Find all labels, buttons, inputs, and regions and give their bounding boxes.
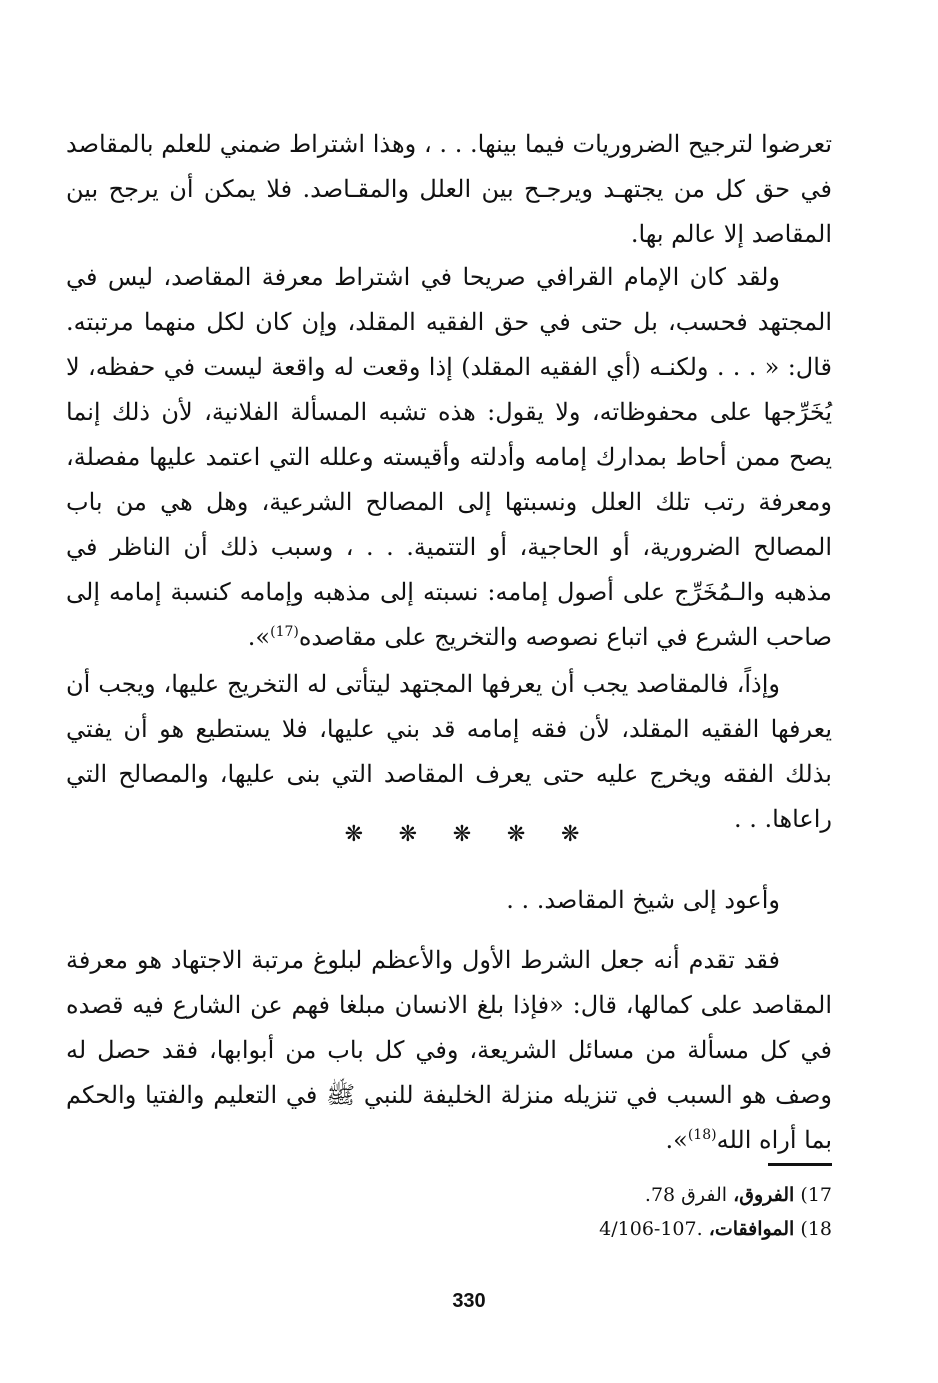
section-separator: ❋ ❋ ❋ ❋ ❋ xyxy=(344,822,594,847)
paragraph-4-text: وأعود إلى شيخ المقاصد. . . xyxy=(506,886,780,914)
footnote-18 xyxy=(66,1212,832,1246)
footnote-source-title: الفروق، xyxy=(733,1184,795,1206)
paragraph-5-text: فقد تقدم أنه جعل الشرط الأول والأعظم لبلوغ مرتبة الاجتهاد هو معرفة المقاصد على كمالها، قال: «فإذا بلغ الانسان مبلغا فهم عن الشارع فيه قصده في كل مسألة من مسائل الشريعة، وفي كل باب من أبوابها، فقد حصل له وصف هو السبب في تنزيله منزلة الخليفة للنبي ﷺ في التعليم والفتيا والحكم بما أراه الله xyxy=(66,946,832,1154)
footnote-rule xyxy=(768,1163,832,1166)
paragraph-3-text: وإذاً، فالمقاصد يجب أن يعرفها المجتهد ليتأتى له التخريج عليها، ويجب أن يعرفها الفقيه المقلد، لأن فقه إمامه قد بني عليها، فلا يستطيع هو أن يفتي بذلك الفقه ويخرج عليه حتى يعرف المقاصد التي بنى عليها، والمصالح التي راعاها. . . xyxy=(66,670,832,833)
quote-close: ». xyxy=(665,1126,688,1154)
paragraph-1-text: تعرضوا لترجيح الضروريات فيما بينها. . . ، وهذا اشتراط ضمني للعلم بالمقاصد في حق كل من يجتهـد ويرجـح بين العلل والمقـاصد. فلا يمكن أن يرجح بين المقاصد إلا عالم بها. xyxy=(66,130,832,248)
footnote-number: 18) xyxy=(800,1218,832,1240)
footnotes xyxy=(66,1178,832,1246)
paragraph-1 xyxy=(66,122,832,257)
paragraph-2-text: ولقد كان الإمام القرافي صريحا في اشتراط معرفة المقاصد، ليس في المجتهد فحسب، بل حتى في حق الفقيه المقلد، وإن كان لكل منهما مرتبته. قال: « . . . ولكنـه (أي الفقيه المقلد) إذا وقعت له واقعة ليست في حفظه، لا يُخَرِّجها على محفوظاته، ولا يقول: هذه تشبه المسألة الفلانية، لأن ذلك إنما يصح ممن أحاط بمدارك إمامه وأدلته وأقيسته وعلله التي اعتمد عليها مفصلة، ومعرفة رتب تلك العلل ونسبتها إلى المصالح الشرعية، وهل هي من باب المصالح الضرورية، أو الحاجية، أو التتمية. . . ، وسبب ذلك أن الناظر في مذهبه والـمُخَرِّج على أصول إمامه: نسبته إلى مذهبه وإمامه كنسبة إمامه إلى صاحب الشرع في اتباع نصوصه والتخريج على مقاصده xyxy=(66,263,832,651)
paragraph-3 xyxy=(66,662,832,842)
page-number: 330 xyxy=(452,1290,486,1312)
quote-close: ». xyxy=(247,623,271,651)
paragraph-4 xyxy=(66,878,832,923)
footnote-ref-17: (17) xyxy=(270,624,299,640)
footnote-source-ref: الفرق 78. xyxy=(644,1184,728,1206)
footnote-source-title: الموافقات، xyxy=(708,1218,795,1240)
paragraph-5 xyxy=(66,938,832,1163)
footnote-source-ref: 4/106-107. xyxy=(599,1218,703,1240)
footnote-ref-18: (18) xyxy=(687,1127,717,1143)
footnote-17 xyxy=(66,1178,832,1212)
footnote-number: 17) xyxy=(800,1184,832,1206)
paragraph-2 xyxy=(66,255,832,660)
